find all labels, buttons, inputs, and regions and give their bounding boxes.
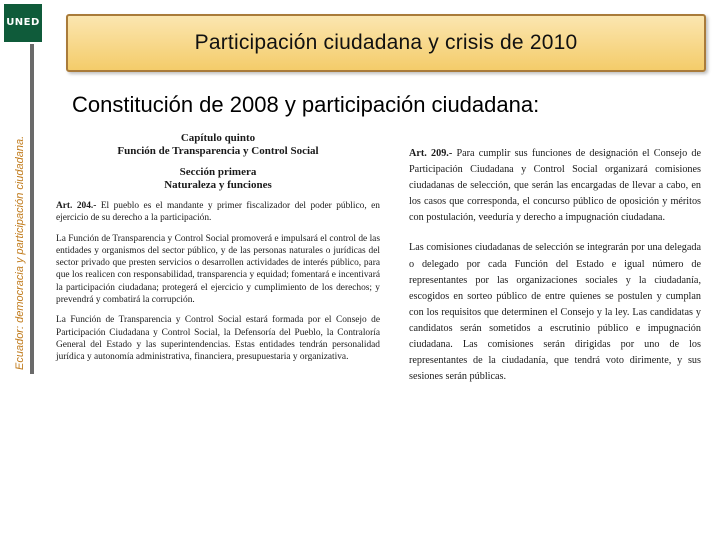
side-caption: Ecuador: democracia y participación ciudadana. (14, 135, 26, 370)
constitution-excerpt-left (48, 126, 388, 518)
article-204-paragraph-2: La Función de Transparencia y Control Social promoverá e impulsará el control de las entidades y organismos del sector público, y de las personas naturales o jurídicas del sector privado que presten servicios o desarrollen actividades de interés público, para que los realicen con responsabilidad, transparencia y equidad; fomentará e incentivará la participación ciudadana; protegerá el ejercicio y cumplimiento de los derechos; y prevendrá y combatirá la corrupción. (56, 233, 380, 306)
constitution-excerpt-right (405, 146, 705, 516)
chapter-title: Capítulo quinto (180, 132, 256, 144)
article-209-text: Para cumplir sus funciones de designación el Consejo de Participación Ciudadana y Control Social organizará comisiones ciudadanas de selección, que serán las encargadas de llevar a cabo, en los casos que corresponda, el concurso público de oposición y méritos con postulación, veeduría y derecho a impugnación ciudadana. (409, 148, 702, 224)
section-subtitle: Naturaleza y funciones (164, 179, 272, 191)
article-204 (48, 200, 388, 225)
article-209 (405, 146, 705, 226)
article-204-label: Art. 204.- (56, 201, 97, 211)
slide-title: Participación ciudadana y crisis de 2010 (194, 31, 578, 54)
side-band (0, 0, 46, 540)
article-209-label: Art. 209.- (409, 148, 453, 159)
article-204-text: El pueblo es el mandante y primer fiscalizador del poder público, en ejercicio de su derecho a la participación. (56, 201, 380, 224)
slide-subtitle: Constitución de 2008 y participación ciudadana: (72, 92, 540, 117)
vertical-divider (30, 44, 34, 374)
article-204-paragraph-3: La Función de Transparencia y Control Social estará formada por el Consejo de Participación Ciudadana y Control Social, la Defensoría del Pueblo, la Contraloría General del Estado y las superintendencias. Estas entidades tendrán personalidad jurídica y autonomía administrativa, financiera, presupuestaria y organizativa. (56, 315, 380, 363)
article-209-paragraph-2: Las comisiones ciudadanas de selección se integrarán por una delegada o delegado por cada Función del Estado e igual número de representantes por las organizaciones sociales y la ciudadanía, escogidos en sorteo público de entre quienes se postulen y cumplan con los requisitos que determinen el Consejo y la ley. Las candidatas y candidatos serán sometidos a escrutinio público e impugnación ciudadana. Las comisiones serán dirigidas por uno de los representantes de la ciudadanía, que tendrá voto dirimente, y sus sesiones serán públicas. (409, 242, 701, 383)
uned-logo (4, 4, 42, 42)
section-title: Sección primera (179, 166, 257, 178)
chapter-subtitle: Función de Transparencia y Control Social (117, 145, 319, 157)
title-banner (66, 14, 706, 72)
logo-text: UNED (6, 17, 40, 28)
